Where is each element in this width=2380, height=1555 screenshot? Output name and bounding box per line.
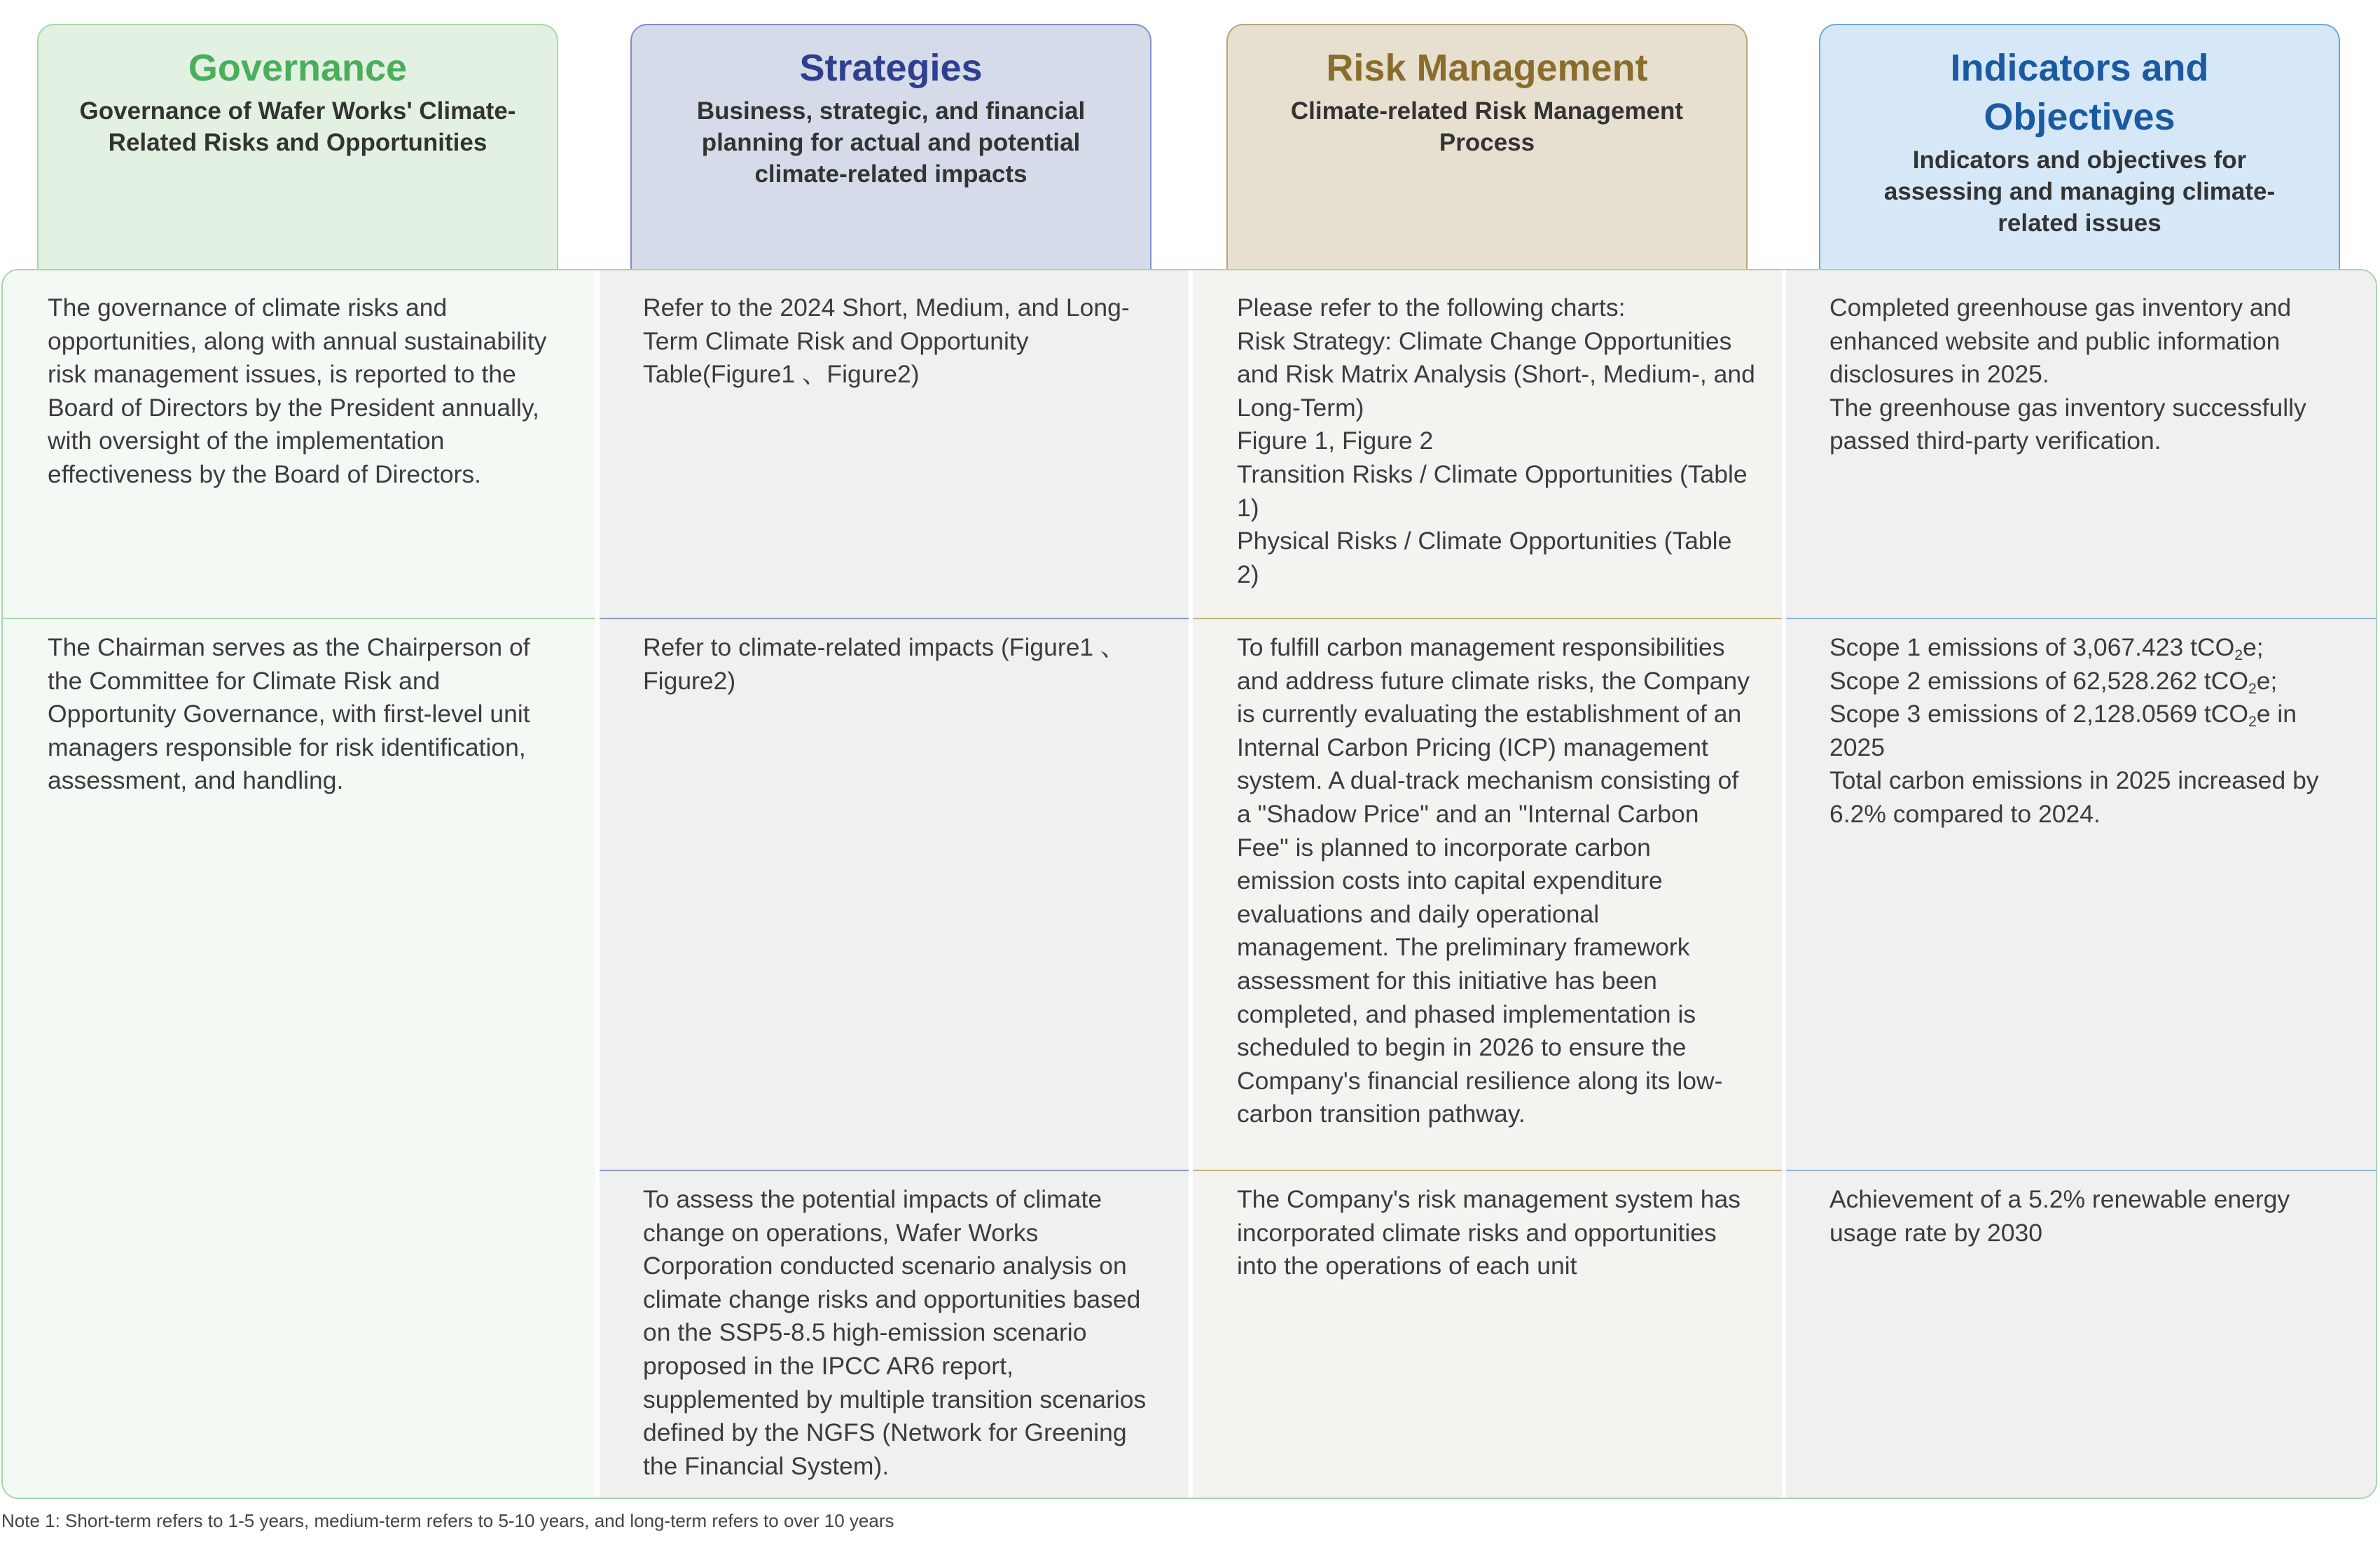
governance-row1-text: The governance of climate risks and opportunities, along with annual sustainability risk management issues, is reported to the Board of Directors by the President annually, with oversight of the implementation effectiveness by the Board of Directors. (48, 293, 547, 488)
indicators-row1-text: Completed greenhouse gas inventory and enhanced website and public information disclosures in 2025. The greenhouse gas inventory successfully passed third-party verification. (1829, 293, 2306, 455)
indicators-subtitle: Indicators and objectives for assessing and managing climate-related issues (1883, 146, 2276, 237)
governance-header (37, 24, 558, 290)
risk-management-row3-text: The Company's risk management system has incorporated climate risks and opportunities into the operations of each unit (1237, 1185, 1741, 1280)
risk-management-row2-text: To fulfill carbon management responsibilities and address future climate risks, the Company is currently evaluating the establishment of an Internal Carbon Pricing (ICP) management system. A dual-track mechanism consisting of a "Shadow Price" and an "Internal Carbon Fee" is planned to incorporate carbon emission costs into capital expenditure evaluations and daily operational management. The preliminary framework assessment for this initiative has been completed, and phased implementation is scheduled to begin in 2026 to ensure the Company's financial resilience along its low-carbon transition pathway. (1237, 633, 1750, 1128)
risk-management-subtitle: Climate-related Risk Management Process (1290, 97, 1684, 156)
scope2-emissions: Scope 2 emissions of 62,528.262 tCO$_2$e; (1829, 666, 2278, 697)
governance-subtitle: Governance of Wafer Works' Climate-Related Risks and Opportunities (79, 97, 516, 156)
row-divider (1193, 618, 1782, 619)
governance-row2-text: The Chairman serves as the Chairperson of the Committee for Climate Risk and Opportunity Governance, with first-level unit managers responsible for risk identification, assessment, and handling. (48, 633, 530, 795)
strategies-row3-text: To assess the potential impacts of climate change on operations, Wafer Works Corporation conducted scenario analysis on climate change risks and opportunities based on the SSP5-8.5 high-emission scenario proposed in the IPCC AR6 report, supplemented by multiple transition scenarios defined by the NGFS (Network for Greening the Financial System). (643, 1185, 1147, 1480)
row-divider (1786, 618, 2376, 619)
strategies-row2-text: Refer to climate-related impacts (Figure1 、Figure2) (643, 633, 1126, 695)
risk-management-header (1226, 24, 1748, 290)
row-divider (1193, 1170, 1782, 1171)
risk-management-row1-text: Please refer to the following charts: Risk Strategy: Climate Change Opportunities and Risk Matrix Analysis (Short-, Medium-, and Long-Term) Figure 1, Figure 2 Transition Risks / Climate Opportunities (Table 1) Physical Risks / Climate Opportunities (Table 2) (1237, 293, 1755, 588)
row-divider (600, 1170, 1189, 1171)
total-emissions: Total carbon emissions in 2025 increased by 6.2% compared to 2024. (1829, 766, 2319, 828)
indicators-header (1819, 24, 2340, 290)
row-divider (3, 618, 595, 619)
strategies-row1-text: Refer to the 2024 Short, Medium, and Long-Term Climate Risk and Opportunity Table(Figure1 、Figure2) (643, 293, 1130, 389)
footnote: Note 1: Short-term refers to 1-5 years, medium-term refers to 5-10 years, and long-term refers to over 10 years (1, 1510, 894, 1531)
row-divider (600, 618, 1189, 619)
risk-management-title: Risk Management (1326, 47, 1648, 89)
indicators-row2-text (1829, 631, 2348, 831)
row-divider (1786, 1170, 2376, 1171)
strategies-subtitle: Business, strategic, and financial planning for actual and potential climate-related impacts (696, 97, 1086, 188)
content-panel (1, 269, 2377, 1499)
indicators-title: Indicators and Objectives (1950, 47, 2209, 138)
strategies-header (630, 24, 1151, 290)
scope3-emissions: Scope 3 emissions of 2,128.0569 tCO$_2$e in 2025 (1829, 700, 2297, 761)
indicators-row3-text: Achievement of a 5.2% renewable energy usage rate by 2030 (1829, 1185, 2290, 1247)
scope1-emissions: Scope 1 emissions of 3,067.423 tCO$_2$e; (1829, 633, 2264, 663)
strategies-title: Strategies (799, 47, 983, 89)
governance-title: Governance (188, 47, 408, 89)
